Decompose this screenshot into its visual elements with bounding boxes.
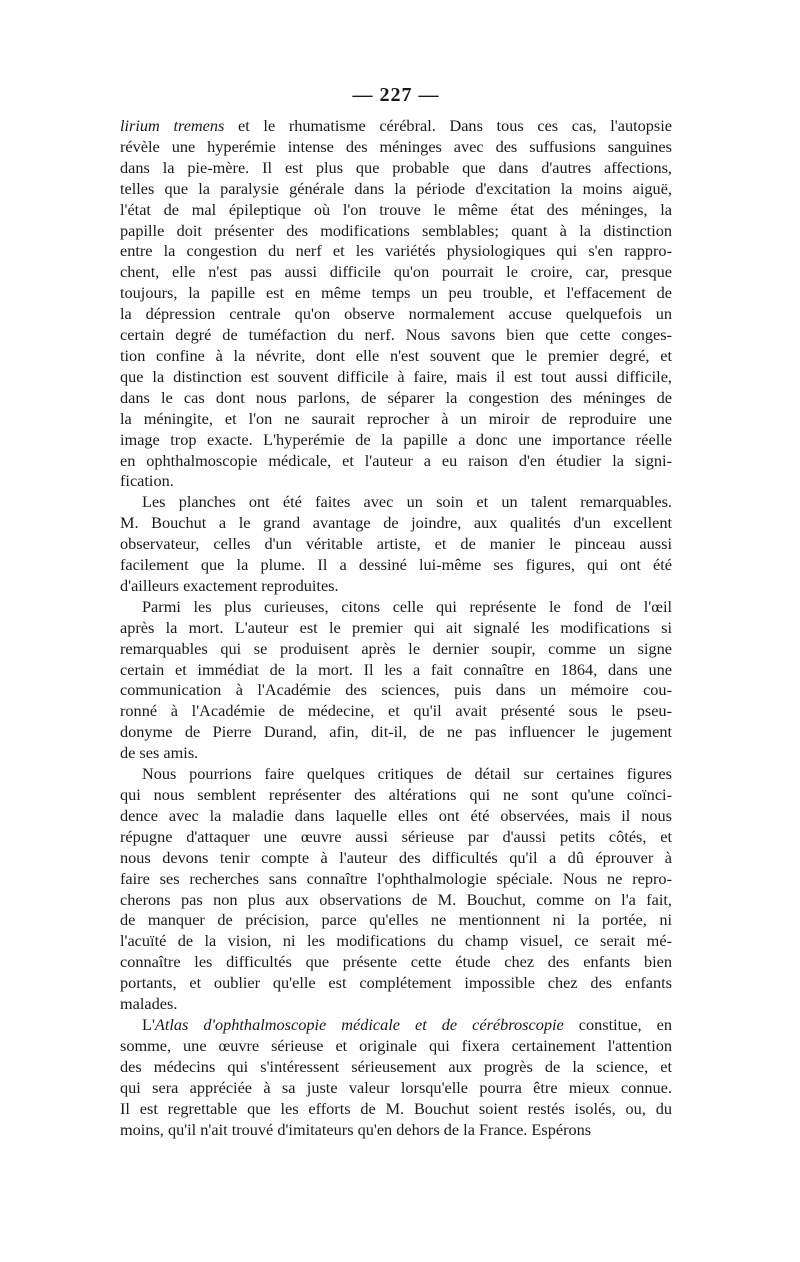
- paragraph: [120, 1015, 672, 1140]
- text-line: [120, 179, 672, 200]
- text-line: [120, 806, 672, 827]
- line-text: des médecins qui s'intéressent sérieusement aux progrès de la science, et: [120, 1056, 672, 1076]
- text-line: [120, 346, 672, 367]
- text-line: [120, 451, 672, 472]
- line-text: connaître les difficultés que présente cette étude chez des enfants bien: [120, 952, 672, 972]
- text-line: [120, 660, 672, 681]
- line-text: malades.: [120, 994, 178, 1014]
- line-text: donyme de Pierre Durand, afin, dit-il, de ne pas influencer le jugement: [120, 722, 672, 742]
- text-line: [120, 116, 672, 137]
- line-text: en ophthalmoscopie médicale, et l'auteur a eu raison d'en étudier la signi-: [120, 450, 672, 470]
- line-text: fication.: [120, 471, 174, 491]
- text-line: [120, 576, 672, 597]
- line-text: papille doit présenter des modifications semblables; quant à la distinction: [120, 220, 672, 240]
- line-text: observateur, celles d'un véritable artiste, et de manier le pinceau aussi: [120, 534, 672, 554]
- line-text: dence avec la maladie dans laquelle elles ont été observées, mais il nous: [120, 805, 672, 825]
- line-text: portants, et oublier qu'elle est complétement impossible chez des enfants: [120, 973, 672, 993]
- text-line: [120, 618, 672, 639]
- line-text: facilement que la plume. Il a dessiné lui-même ses figures, qui ont été: [120, 555, 672, 575]
- text-line: [120, 1015, 672, 1036]
- line-text: moins, qu'il n'ait trouvé d'imitateurs qu'en dehors de la France. Espérons: [120, 1119, 592, 1139]
- text-line: [120, 304, 672, 325]
- line-text: dans la pie-mère. Il est plus que probable que dans d'autres affections,: [120, 157, 672, 177]
- text-line: [120, 890, 672, 911]
- line-text: remarquables qui se produisent après le dernier soupir, comme un signe: [120, 638, 672, 658]
- line-text: la méningite, et l'on ne saurait reprocher à un miroir de reproduire une: [120, 408, 672, 428]
- text-line: [120, 200, 672, 221]
- text-line: [120, 1078, 672, 1099]
- text-line: [120, 409, 672, 430]
- text-line: [120, 827, 672, 848]
- book-page: [120, 82, 672, 1140]
- text-line: [120, 994, 672, 1015]
- text-line: [120, 137, 672, 158]
- line-text: l'acuïté de la vision, ni les modifications du champ visuel, ce serait mé-: [120, 931, 672, 951]
- line-text: nous devons tenir compte à l'auteur des difficultés qu'il a dû éprouver à: [120, 847, 672, 867]
- paragraph: [120, 597, 672, 764]
- text-line: [120, 1057, 672, 1078]
- line-text: la dépression centrale qu'on observe normalement accuse quelquefois un: [120, 304, 672, 324]
- text-line: [120, 1036, 672, 1057]
- line-text: répugne d'attaquer une œuvre aussi sérieuse par d'aussi petits côtés, et: [120, 826, 672, 846]
- line-text: d'ailleurs exactement reproduites.: [120, 575, 339, 595]
- text-line: [120, 1099, 672, 1120]
- text-line: [120, 722, 672, 743]
- line-text: constitue, en: [563, 1014, 672, 1034]
- text-line: [120, 680, 672, 701]
- line-text: somme, une œuvre sérieuse et originale qui fixera certainement l'attention: [120, 1035, 672, 1055]
- line-text: que la distinction est souvent difficile à faire, mais il est tout aussi difficile,: [120, 366, 672, 386]
- line-text: Il est regrettable que les efforts de M. Bouchut soient restés isolés, ou, du: [120, 1098, 672, 1118]
- line-text: de ses amis.: [120, 743, 199, 763]
- text-line: [120, 513, 672, 534]
- line-text: qui nous semblent représenter des altérations qui ne sont qu'une coïnci-: [120, 785, 672, 804]
- text-prefix: L': [142, 1014, 155, 1034]
- line-text: chent, elle n'est pas aussi difficile qu'on pourrait le croire, car, presque: [120, 262, 672, 282]
- text-line: [120, 952, 672, 973]
- text-line: [120, 241, 672, 262]
- text-line: [120, 1120, 672, 1141]
- line-text: communication à l'Académie des sciences, puis dans un mémoire cou-: [120, 680, 672, 700]
- paragraph: [120, 116, 672, 492]
- line-text: entre la congestion du nerf et les variétés physiologiques qui s'en rappro-: [120, 241, 672, 261]
- text-line: [120, 492, 672, 513]
- text-line: [120, 910, 672, 931]
- page-number: — 227 —: [352, 84, 440, 106]
- text-line: [120, 848, 672, 869]
- text-line: [120, 388, 672, 409]
- line-text: Parmi les plus curieuses, citons celle qui représente le fond de l'œil: [142, 596, 672, 616]
- paragraph: [120, 492, 672, 597]
- line-text: Les planches ont été faites avec un soin et un talent remarquables.: [142, 492, 672, 512]
- line-text: tion confine à la névrite, dont elle n'est souvent que le premier degré, et: [120, 345, 672, 365]
- text-line: [120, 283, 672, 304]
- text-line: [120, 931, 672, 952]
- line-text: toujours, la papille est en même temps un peu trouble, et l'effacement de: [120, 283, 672, 303]
- line-text: l'état de mal épileptique où l'on trouve le même état des méninges, la: [120, 199, 672, 219]
- line-text: M. Bouchut a le grand avantage de joindre, aux qualités d'un excellent: [120, 513, 672, 533]
- line-text: ronné à l'Académie de médecine, et qu'il avait présenté sous le pseu-: [120, 701, 672, 721]
- paragraph: [120, 764, 672, 1015]
- text-line: [120, 764, 672, 785]
- text-line: [120, 597, 672, 618]
- line-text: qui sera appréciée à sa juste valeur lorsqu'elle pourra être mieux connue.: [120, 1077, 672, 1097]
- text-line: [120, 158, 672, 179]
- text-line: [120, 555, 672, 576]
- text-line: [120, 639, 672, 660]
- line-text: après la mort. L'auteur est le premier qui ait signalé les modifications si: [120, 617, 672, 637]
- text-line: [120, 262, 672, 283]
- text-line: [120, 325, 672, 346]
- line-text: certain degré de tuméfaction du nerf. Nous savons bien que cette conges-: [120, 325, 672, 345]
- line-text: révèle une hyperémie intense des méninges avec des suffusions sanguines: [120, 136, 672, 156]
- text-line: [120, 701, 672, 722]
- text-line: [120, 221, 672, 242]
- line-text: image trop exacte. L'hyperémie de la papille a donc une importance réelle: [120, 429, 672, 449]
- body-text: [120, 116, 672, 1140]
- text-line: [120, 869, 672, 890]
- text-line: [120, 743, 672, 764]
- line-text: dans le cas dont nous parlons, de séparer la congestion des méninges de: [120, 387, 672, 407]
- line-text: de manquer de précision, parce qu'elles ne mentionnent ni la portée, ni: [120, 910, 672, 930]
- italic-title: Atlas d'ophthalmoscopie médicale et de cérébroscopie: [154, 1014, 564, 1034]
- line-text: certain et immédiat de la mort. Il les a fait connaître en 1864, dans une: [120, 659, 672, 679]
- text-line: [120, 471, 672, 492]
- text-line: [120, 785, 672, 806]
- text-line: [120, 367, 672, 388]
- line-text: cherons pas non plus aux observations de M. Bouchut, comme on l'a fait,: [120, 889, 672, 909]
- line-text: telles que la paralysie générale dans la période d'excitation la moins aiguë,: [120, 178, 672, 198]
- text-line: [120, 973, 672, 994]
- text-line: [120, 534, 672, 555]
- line-text: Nous pourrions faire quelques critiques de détail sur certaines figures: [142, 764, 672, 784]
- text-line: [120, 430, 672, 451]
- line-text: et le rhumatisme cérébral. Dans tous ces cas, l'autopsie: [224, 116, 672, 135]
- line-text: faire ses recherches sans connaître l'ophthalmologie spéciale. Nous ne repro-: [120, 868, 672, 888]
- italic-title: lirium tremens: [120, 116, 225, 135]
